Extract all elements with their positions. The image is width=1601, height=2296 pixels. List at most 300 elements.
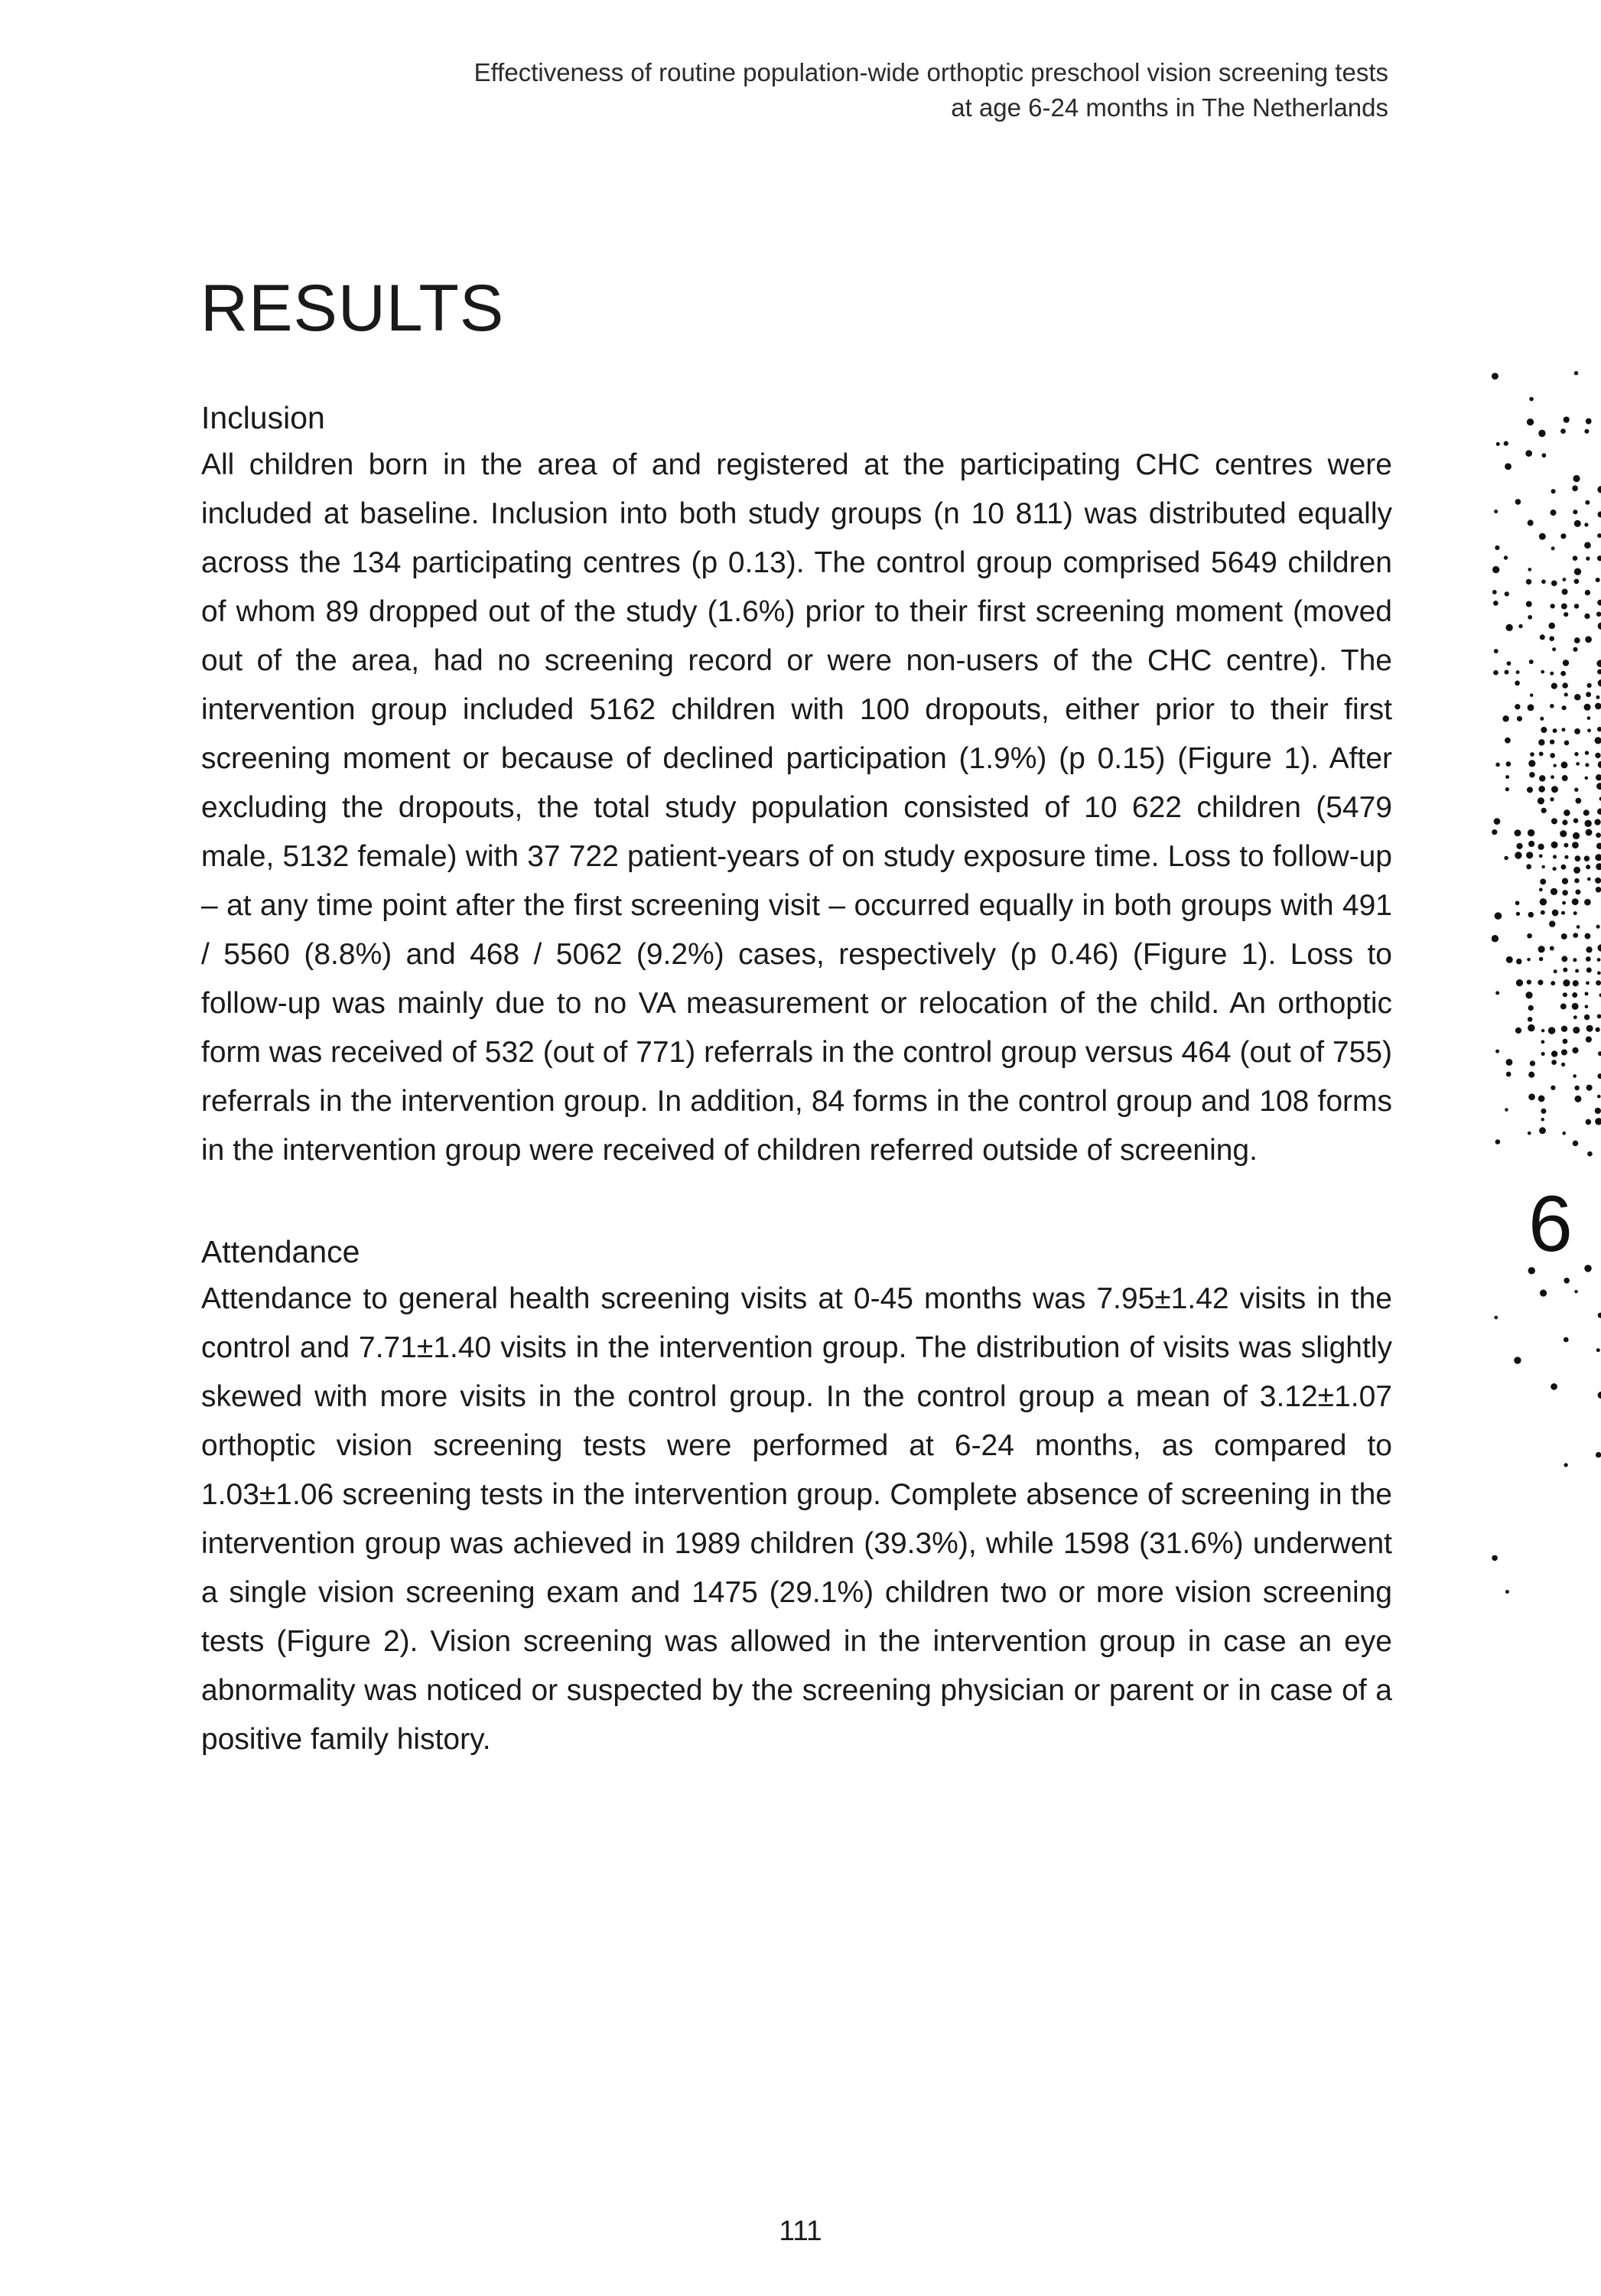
pattern-dot <box>1596 695 1599 699</box>
pattern-dot <box>1597 533 1601 538</box>
pattern-dot <box>1597 669 1601 675</box>
pattern-dot <box>1541 727 1547 733</box>
pattern-dot <box>1528 1093 1535 1100</box>
pattern-dot <box>1586 967 1592 972</box>
pattern-dot <box>1538 1096 1545 1102</box>
pattern-dot <box>1494 818 1501 825</box>
pattern-dot <box>1540 1290 1547 1297</box>
pattern-dot <box>1516 912 1520 916</box>
chapter-number: 6 <box>1528 1180 1573 1268</box>
pattern-dot <box>1573 647 1577 652</box>
pattern-dot <box>1528 1132 1531 1135</box>
pattern-dot <box>1527 958 1530 961</box>
pattern-dot <box>1574 788 1578 792</box>
pattern-dot <box>1564 809 1570 816</box>
pattern-dot <box>1573 510 1577 514</box>
pattern-dot <box>1574 604 1579 608</box>
pattern-dot <box>1504 441 1508 446</box>
pattern-dot <box>1584 899 1591 906</box>
pattern-dot <box>1598 1051 1601 1056</box>
pattern-dot <box>1515 704 1520 709</box>
pattern-dot <box>1586 692 1591 697</box>
pattern-dot <box>1528 1072 1534 1078</box>
pattern-dot <box>1541 1118 1544 1121</box>
pattern-dot <box>1554 969 1557 973</box>
section-title: RESULTS <box>200 272 505 345</box>
pattern-dot <box>1514 829 1521 836</box>
pattern-dot <box>1551 818 1557 824</box>
pattern-dot <box>1564 1463 1567 1467</box>
pattern-dot <box>1528 1017 1532 1021</box>
pattern-dot <box>1573 867 1580 874</box>
pattern-dot <box>1525 992 1532 998</box>
pattern-dot <box>1505 624 1512 631</box>
pattern-dot <box>1596 980 1601 985</box>
pattern-dot <box>1541 579 1546 584</box>
pattern-dot <box>1525 450 1532 457</box>
pattern-dot <box>1560 830 1567 837</box>
pattern-dot <box>1492 935 1498 943</box>
pattern-dot <box>1596 887 1601 893</box>
pattern-dot <box>1597 958 1601 962</box>
pattern-dot <box>1577 925 1580 929</box>
pattern-dot <box>1564 1337 1569 1343</box>
pattern-dot <box>1507 661 1512 666</box>
pattern-dot <box>1597 600 1601 606</box>
pattern-dot <box>1548 1027 1556 1034</box>
pattern-dot <box>1541 865 1544 868</box>
pattern-dot <box>1586 865 1590 869</box>
pattern-dot <box>1495 763 1500 767</box>
pattern-dot <box>1505 1590 1509 1594</box>
pattern-dot <box>1550 753 1555 758</box>
pattern-dot <box>1502 715 1508 721</box>
pattern-dot <box>1597 1073 1601 1079</box>
pattern-dot <box>1575 889 1580 894</box>
pattern-dot <box>1529 397 1534 402</box>
pattern-dot <box>1572 485 1578 491</box>
pattern-dot <box>1541 1109 1546 1114</box>
pattern-dot <box>1541 1052 1545 1056</box>
pattern-dot <box>1574 637 1580 643</box>
pattern-dot <box>1572 898 1579 905</box>
pattern-dot <box>1585 992 1589 995</box>
pattern-dot <box>1551 1383 1557 1390</box>
pattern-dot <box>1595 703 1601 710</box>
pattern-dot <box>1528 841 1534 847</box>
pattern-dot <box>1562 775 1568 781</box>
pattern-dot <box>1585 777 1588 780</box>
pattern-dot <box>1528 568 1531 572</box>
pattern-dot <box>1492 590 1497 594</box>
pattern-dot <box>1573 933 1578 938</box>
pattern-dot <box>1573 475 1580 482</box>
pattern-dot <box>1550 797 1554 801</box>
pattern-dot <box>1572 1047 1578 1054</box>
pattern-dot <box>1562 901 1566 905</box>
pattern-dot <box>1528 912 1534 917</box>
pattern-dot <box>1494 1316 1498 1320</box>
pattern-dot <box>1551 888 1557 895</box>
pattern-dot <box>1584 1014 1590 1020</box>
pattern-dot <box>1526 579 1531 585</box>
pattern-dot <box>1586 981 1590 985</box>
pattern-dot <box>1562 1132 1566 1135</box>
pattern-dot <box>1528 615 1532 620</box>
pattern-dot <box>1564 855 1568 859</box>
pattern-dot <box>1574 1086 1579 1090</box>
pattern-dot <box>1495 546 1499 550</box>
pattern-dot <box>1553 764 1556 767</box>
pattern-dot <box>1529 772 1534 777</box>
pattern-dot <box>1528 519 1534 526</box>
pattern-dot <box>1515 900 1520 905</box>
pattern-dot <box>1561 1063 1565 1067</box>
pattern-dot <box>1505 463 1512 470</box>
pattern-dot <box>1504 856 1508 861</box>
pattern-dot <box>1560 533 1566 539</box>
running-header <box>164 55 1388 125</box>
pattern-dot <box>1598 679 1601 686</box>
pattern-dot <box>1538 844 1544 850</box>
pattern-dot <box>1586 829 1593 836</box>
pattern-dot <box>1549 920 1555 927</box>
pattern-dot <box>1587 716 1591 720</box>
page-number: 111 <box>779 2215 822 2246</box>
pattern-dot <box>1530 693 1533 696</box>
pattern-dot <box>1586 946 1592 953</box>
pattern-dot <box>1574 579 1580 585</box>
pattern-dot <box>1596 863 1601 870</box>
pattern-dot <box>1564 692 1568 696</box>
pattern-dot <box>1538 980 1543 985</box>
pattern-dot <box>1539 957 1544 962</box>
pattern-dot <box>1551 842 1558 848</box>
pattern-dot <box>1598 622 1601 629</box>
pattern-dot <box>1587 878 1591 881</box>
pattern-dot <box>1548 623 1555 630</box>
pattern-dot <box>1596 578 1600 582</box>
pattern-dot <box>1561 705 1566 710</box>
pattern-dot <box>1492 829 1497 835</box>
pattern-dot <box>1551 1086 1555 1090</box>
pattern-dot <box>1529 659 1534 664</box>
pattern-dot <box>1574 878 1580 884</box>
pattern-dot <box>1516 979 1523 986</box>
pattern-dot <box>1597 486 1601 493</box>
section-attendance <box>201 1229 1392 1764</box>
pattern-dot <box>1598 761 1601 768</box>
pattern-dot <box>1585 933 1591 940</box>
pattern-dot <box>1594 819 1600 825</box>
pattern-dot <box>1495 912 1502 920</box>
pattern-dot <box>1528 1024 1534 1031</box>
pattern-dot <box>1539 887 1543 891</box>
pattern-dot <box>1551 580 1557 586</box>
pattern-dot <box>1494 649 1498 653</box>
pattern-dot <box>1553 855 1557 858</box>
pattern-dot <box>1506 761 1512 767</box>
pattern-dot <box>1552 647 1556 651</box>
pattern-dot <box>1505 787 1509 791</box>
pattern-dot <box>1574 1096 1581 1102</box>
pattern-dot <box>1552 910 1559 917</box>
pattern-dot <box>1561 1026 1567 1032</box>
pattern-dot <box>1527 979 1531 984</box>
pattern-dot <box>1528 760 1535 767</box>
pattern-dot <box>1573 1074 1577 1078</box>
pattern-dot <box>1586 1025 1593 1032</box>
pattern-dot <box>1597 1095 1601 1099</box>
pattern-dot <box>1564 416 1570 422</box>
pattern-dot <box>1597 1014 1601 1019</box>
pattern-dot <box>1551 981 1555 985</box>
pattern-dot <box>1598 511 1601 517</box>
pattern-dot <box>1574 694 1581 701</box>
pattern-dot <box>1585 1005 1589 1008</box>
pattern-dot <box>1493 670 1498 676</box>
pattern-dot <box>1572 842 1579 848</box>
pattern-dot <box>1562 1039 1567 1044</box>
pattern-dot <box>1563 979 1570 986</box>
pattern-dot <box>1540 717 1544 721</box>
pattern-dot <box>1584 542 1591 549</box>
pattern-dot <box>1583 809 1590 816</box>
pattern-dot <box>1564 612 1568 617</box>
pattern-dot <box>1562 819 1567 825</box>
pattern-dot <box>1506 956 1513 963</box>
running-header-line-1: Effectiveness of routine population-wide orthoptic preschool vision screening tests <box>473 58 1388 86</box>
pattern-dot <box>1561 956 1567 962</box>
pattern-dot <box>1527 418 1534 425</box>
pattern-dot <box>1595 1118 1601 1125</box>
pattern-dot <box>1551 510 1557 516</box>
pattern-dot <box>1597 727 1601 731</box>
pattern-dot <box>1495 1139 1501 1145</box>
pattern-dot <box>1494 510 1498 513</box>
pattern-dot <box>1539 854 1543 858</box>
pattern-dot <box>1596 659 1601 667</box>
pattern-dot <box>1586 556 1590 560</box>
pattern-dot <box>1574 728 1580 734</box>
pattern-dot <box>1561 911 1565 915</box>
pattern-dot <box>1586 1037 1592 1043</box>
pattern-dot <box>1574 1290 1577 1293</box>
pattern-dot <box>1561 761 1568 768</box>
pattern-dot <box>1551 682 1557 689</box>
pattern-dot <box>1563 968 1567 972</box>
pattern-dot <box>1596 925 1600 929</box>
pattern-dot <box>1540 634 1545 640</box>
pattern-dot <box>1573 1141 1579 1147</box>
pattern-dot <box>1561 728 1565 731</box>
running-header-line-2: at age 6-24 months in The Netherlands <box>951 93 1388 122</box>
pattern-dot <box>1539 751 1544 756</box>
pattern-dot <box>1550 704 1554 708</box>
pattern-dot <box>1505 738 1511 744</box>
pattern-dot <box>1553 728 1557 733</box>
pattern-dot <box>1528 1005 1534 1011</box>
pattern-dot <box>1492 1555 1498 1562</box>
pattern-dot <box>1584 523 1588 526</box>
pattern-dot <box>1574 520 1581 527</box>
pattern-dot <box>1595 737 1601 744</box>
pattern-dot <box>1585 590 1590 595</box>
paragraph-attendance: Attendance to general health screening visits at 0-45 months was 7.95±1.42 visits in the control and 7.71±1.40 visits in the intervention group. The distribution of visits was slightly skewed with more visits in the control group. In the control group a mean of 3.12±1.07 orthoptic vision screening tests were performed at 6-24 months, as compared to 1.03±1.06 screening tests in the intervention group. Complete absence of screening in the intervention group was achieved in 1989 children (39.3%), while 1598 (31.6%) underwent a single vision screening exam and 1475 (29.1%) children two or more vision screening tests (Figure 2). Vision screening was allowed in the intervention group in case an eye abnormality was noticed or suspected by the screening physician or parent or in case of a positive family history. <box>201 1282 1392 1756</box>
pattern-dot <box>1515 1028 1521 1034</box>
pattern-dot <box>1549 636 1554 641</box>
pattern-dot <box>1564 741 1570 746</box>
pattern-dot <box>1492 373 1498 379</box>
pattern-dot <box>1518 624 1522 628</box>
pattern-dot <box>1505 775 1509 779</box>
pattern-dot <box>1561 603 1567 609</box>
pattern-dot <box>1514 1356 1521 1363</box>
pattern-dot <box>1584 855 1590 861</box>
pattern-dot <box>1539 533 1546 540</box>
pattern-dot <box>1551 546 1555 550</box>
pattern-dot <box>1530 752 1534 757</box>
pattern-dot <box>1597 944 1601 951</box>
pattern-dot <box>1526 601 1532 607</box>
pattern-dot <box>1541 670 1544 674</box>
pattern-dot <box>1539 775 1545 781</box>
pattern-dot <box>1586 1085 1593 1091</box>
pattern-dot <box>1574 855 1580 861</box>
pattern-dot <box>1562 578 1566 581</box>
pattern-dot <box>1528 704 1534 711</box>
pattern-dot <box>1540 878 1546 884</box>
pattern-dot <box>1585 636 1592 643</box>
pattern-dot <box>1573 1027 1580 1034</box>
pattern-dot <box>1574 568 1581 575</box>
pattern-dot <box>1496 442 1500 446</box>
pattern-dot <box>1598 1313 1601 1318</box>
pattern-dot <box>1584 820 1591 827</box>
pattern-dot <box>1596 611 1601 616</box>
pattern-dot <box>1550 739 1554 744</box>
section-spacer <box>201 1175 1392 1229</box>
pattern-dot <box>1561 933 1567 940</box>
chapter-tab-dot-pattern <box>1492 352 1601 1607</box>
pattern-dot <box>1584 704 1591 711</box>
pattern-dot <box>1573 980 1579 986</box>
pattern-dot <box>1573 832 1580 839</box>
pattern-dot <box>1493 601 1498 606</box>
section-inclusion <box>201 395 1392 1175</box>
pattern-dot <box>1573 958 1577 962</box>
pattern-dot <box>1596 783 1601 790</box>
pattern-dot <box>1561 1049 1567 1055</box>
pattern-dot <box>1560 671 1566 676</box>
pattern-dot <box>1596 774 1601 780</box>
pattern-dot <box>1528 829 1534 836</box>
pattern-dot <box>1586 418 1592 425</box>
pattern-dot <box>1551 489 1556 493</box>
pattern-dot <box>1538 797 1544 804</box>
pattern-dot <box>1551 604 1555 608</box>
pattern-dot <box>1495 991 1499 995</box>
pattern-dot <box>1595 753 1600 758</box>
pattern-dot <box>1538 786 1545 793</box>
pattern-dot <box>1516 843 1522 849</box>
pattern-dot <box>1574 371 1578 375</box>
pattern-dot <box>1541 910 1545 915</box>
pattern-dot <box>1504 555 1508 559</box>
pattern-dot <box>1576 762 1580 766</box>
pattern-dot <box>1574 752 1578 756</box>
pattern-dot <box>1515 681 1520 686</box>
pattern-dot <box>1552 867 1556 871</box>
pattern-dot <box>1573 555 1578 561</box>
pattern-dot <box>1504 669 1508 674</box>
pattern-dot <box>1541 1029 1544 1032</box>
pattern-dot <box>1550 946 1554 950</box>
pattern-dot <box>1573 1015 1577 1019</box>
pattern-dot <box>1587 1151 1593 1157</box>
pattern-dot <box>1587 683 1592 688</box>
pattern-dot <box>1517 716 1522 721</box>
pattern-dot <box>1515 499 1521 505</box>
pattern-dot <box>1564 843 1568 848</box>
pattern-dot <box>1597 555 1601 561</box>
pattern-dot <box>1495 1050 1499 1054</box>
pattern-dot <box>1542 453 1547 458</box>
pattern-dot <box>1572 1003 1579 1010</box>
pattern-dot <box>1551 775 1554 779</box>
pattern-dot <box>1595 854 1601 861</box>
pattern-dot <box>1516 670 1520 674</box>
section-heading-inclusion: Inclusion <box>201 400 325 435</box>
pattern-dot <box>1573 818 1579 823</box>
pattern-dot <box>1526 852 1533 858</box>
pattern-dot <box>1561 865 1567 870</box>
pattern-dot <box>1595 1108 1601 1114</box>
pattern-dot <box>1551 1060 1557 1065</box>
pattern-dot <box>1515 852 1521 858</box>
pattern-dot <box>1572 992 1577 998</box>
pattern-dot <box>1526 864 1531 869</box>
pattern-dot <box>1516 959 1522 965</box>
pattern-dot <box>1527 787 1533 793</box>
pattern-dot <box>1527 933 1532 939</box>
pattern-dot <box>1538 946 1545 953</box>
pattern-dot <box>1584 1265 1592 1272</box>
pattern-dot <box>1584 429 1589 434</box>
pattern-dot <box>1538 739 1544 745</box>
pattern-dot <box>1541 1040 1544 1044</box>
pattern-dot <box>1540 898 1547 905</box>
paragraph-inclusion: All children born in the area of and registered at the participating CHC centres were included at baseline. Inclusion into both study groups (n 10 811) was distributed equally across the 134 participating centres (p 0.13). The control group comprised 5649 children of whom 89 dropped out of the study (1.6%) prior to their first screening moment (moved out of the area, had no screening record or were non-users of the CHC centre). The intervention group included 5162 children with 100 dropouts, either prior to their first screening moment or because of declined participation (1.9%) (p 0.15) (Figure 1). After excluding the dropouts, the total study population consisted of 10 622 children (5479 male, 5132 female) with 37 722 patient-years of on study exposure time. Loss to follow-up – at any time point after the first screening visit – occurred equally in both groups with 491 / 5560 (8.8%) and 468 / 5062 (9.2%) cases, respectively (p 0.46) (Figure 1). Loss to follow-up was mainly due to no VA measurement or relocation of the child. An orthoptic form was received of 532 (out of 771) referrals in the control group versus 464 (out of 755) referrals in the intervention group. In addition, 84 forms in the control group and 108 forms in the intervention group were received of children referred outside of screening. <box>201 448 1392 1167</box>
pattern-dot <box>1597 809 1601 815</box>
pattern-dot <box>1595 1028 1599 1032</box>
pattern-dot <box>1573 911 1577 915</box>
pattern-dot <box>1562 682 1568 689</box>
pattern-dot <box>1541 808 1547 813</box>
pattern-dot <box>1563 659 1569 666</box>
pattern-dot <box>1505 1108 1508 1111</box>
pattern-dot <box>1596 843 1601 849</box>
pattern-dot <box>1586 1119 1592 1125</box>
pattern-dot <box>1597 971 1601 975</box>
pattern-dot <box>1550 672 1554 676</box>
pattern-dot <box>1575 969 1579 973</box>
pattern-dot <box>1586 956 1591 962</box>
pattern-dot <box>1563 992 1567 997</box>
pattern-dot <box>1506 1072 1512 1077</box>
pattern-dot <box>1492 566 1499 573</box>
pattern-dot <box>1598 1392 1601 1399</box>
